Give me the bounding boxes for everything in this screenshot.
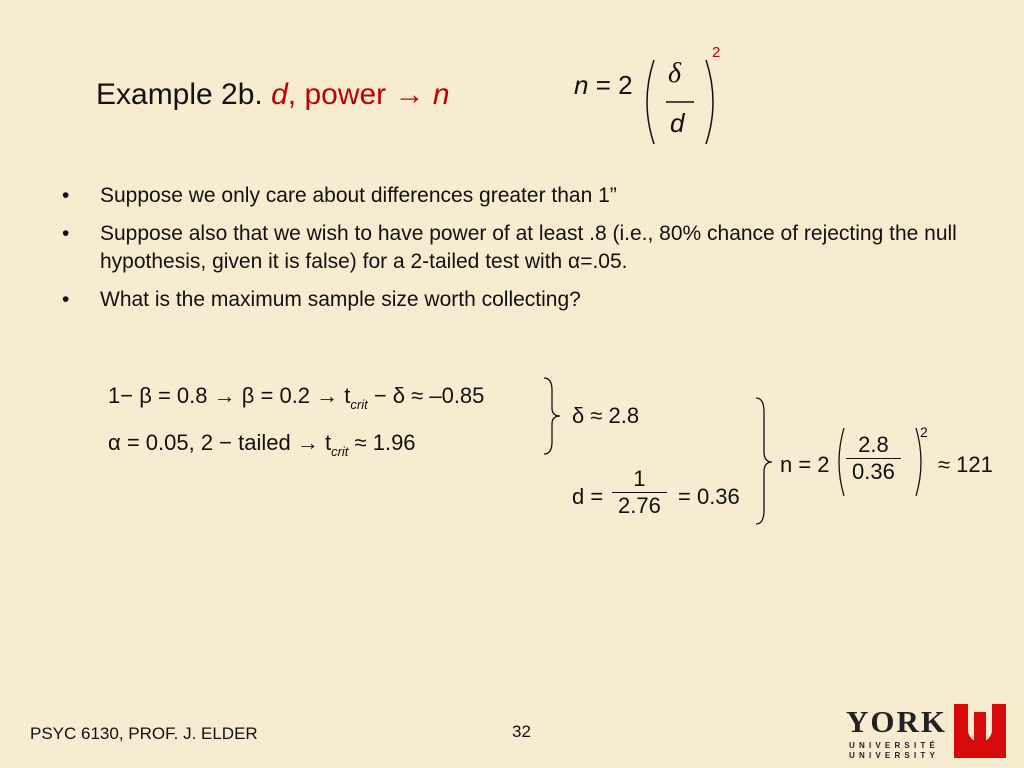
- formula-n: n: [574, 70, 589, 100]
- footer-course: PSYC 6130, PROF. J. ELDER: [30, 724, 258, 743]
- d-lhs: d =: [572, 484, 604, 509]
- formula-eq: = 2: [588, 70, 633, 100]
- formula-exponent: 2: [712, 44, 721, 61]
- formula-d: d: [670, 108, 685, 138]
- title-lead: Example 2b.: [96, 78, 263, 111]
- delta-result: δ ≈ 2.8: [572, 403, 640, 428]
- title-n: n: [432, 78, 450, 111]
- title-d: d: [271, 78, 288, 111]
- bullet-item: • Suppose we only care about differences greater than 1”: [62, 184, 617, 207]
- n-result: ≈ 121: [938, 452, 993, 477]
- n-exponent: 2: [920, 424, 928, 440]
- arrow-icon: →: [394, 78, 425, 111]
- equation-line-1: $1- \beta = 0.8 \to \beta = 0.2 \to t_{crit} - \delta \approx -0.85$: [108, 383, 485, 412]
- slide-title: [96, 78, 450, 112]
- bullet-item: • What is the maximum sample size worth collecting?: [62, 288, 581, 311]
- brace-icon: [752, 396, 776, 526]
- title-accent: [271, 78, 449, 111]
- bullet-item: • Suppose also that we wish to have power of at least .8 (i.e., 80% chance of rejecting the null hypothesis, given it is false) for a 2-tailed test with α=.05.: [62, 222, 957, 273]
- sample-size-formula: [574, 70, 633, 101]
- formula-delta: δ: [668, 58, 682, 89]
- brace-icon: [540, 376, 564, 456]
- d-fraction: $\frac{1}{2.76}$: [612, 466, 667, 519]
- formula-paren-group: [640, 52, 730, 152]
- york-u-icon: [954, 704, 1006, 758]
- n-lhs: n = 2: [780, 452, 830, 477]
- title-rest: , power: [287, 78, 395, 111]
- equation-line-2: α = 0.05, 2 − tailed → $t_{crit} \approx 1.96$: [108, 430, 416, 459]
- bullet-list: [62, 182, 982, 324]
- n-fraction: $\frac{2.8}{0.36}$: [846, 432, 901, 485]
- york-logo: YORK UNIVERSITÉ UNIVERSITY: [846, 704, 1010, 760]
- d-result: = 0.36: [678, 484, 740, 509]
- page-number: 32: [512, 722, 531, 741]
